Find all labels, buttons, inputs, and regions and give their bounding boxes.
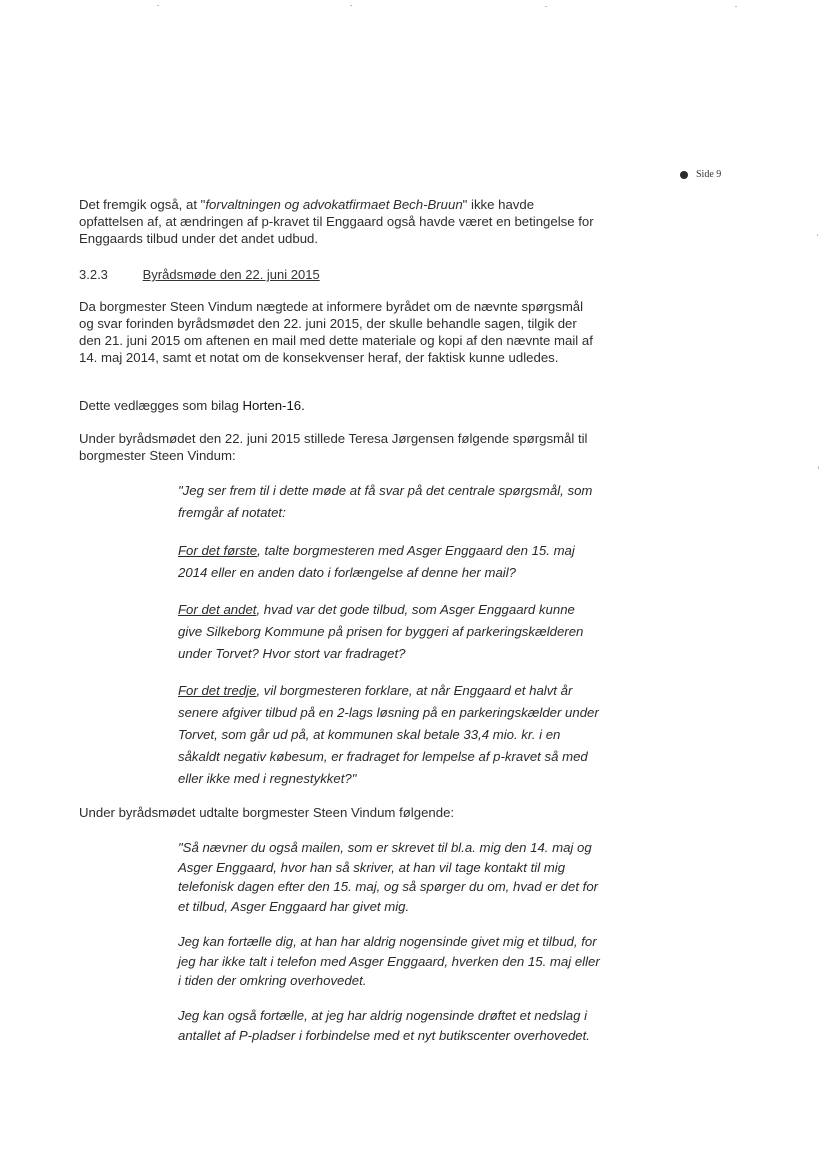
quote2-paragraph-2: Jeg kan fortælle dig, at han har aldrig nogensinde givet mig et tilbud, for jeg har ikke talt i telefon med Asger Enggaard, hverken den 15. maj eller i tiden der omkring overhovedet. xyxy=(178,934,600,988)
quote1-question-2 xyxy=(178,599,602,665)
scan-speck xyxy=(735,6,737,7)
quote1-question-1 xyxy=(178,540,602,584)
paragraph-borgmester-naegtede: Da borgmester Steen Vindum nægtede at informere byrådet om de nævnte spørgsmål og svar forinden byrådsmødet den 22. juni 2015, der skulle behandle sagen, tilgik der den 21. juni 2015 om aftenen en mail med dette materiale og kopi af den nævnte mail af 14. maj 2014, samt et notat om de konsekvenser heraf, der faktisk kunne udledes. xyxy=(79,299,593,365)
paragraph-forvaltning xyxy=(79,196,601,247)
paragraph-bilag xyxy=(79,397,601,414)
p1-text-post: " ikke havde opfattelsen af, at ændringen af p-kravet til Enggaard også havde været en betingelse for Enggaards tilbud under det andet udbud. xyxy=(79,197,594,246)
q2-label: For det andet xyxy=(178,602,257,617)
bullet-icon xyxy=(680,171,688,179)
section-heading xyxy=(79,266,320,283)
paragraph-udtalte: Under byrådsmødet udtalte borgmester Steen Vindum følgende: xyxy=(79,805,455,820)
scan-speck xyxy=(545,6,547,7)
q3-label: For det tredje xyxy=(178,683,257,698)
p1-text-pre: Det fremgik også, at " xyxy=(79,197,206,212)
q3-text: , vil borgmesteren forklare, at når Enggaard et halvt år senere afgiver tilbud på en 2-lags løsning på en parkeringskælder under Torvet, som går ud på, at kommunen skal betale 33,4 mio. kr. i en såkaldt negativ købesum, er fradraget for lempelse af p-kravet så med eller ikke med i regnestykket?" xyxy=(178,683,599,786)
q2-text: , hvad var det gode tilbud, som Asger Enggaard kunne give Silkeborg Kommune på prisen for byggeri af parkeringskælderen under Torvet? Hvor stort var fradraget? xyxy=(178,602,584,661)
scan-speck xyxy=(350,5,352,6)
section-title: Byrådsmøde den 22. juni 2015 xyxy=(142,267,320,282)
q1-text: , talte borgmesteren med Asger Enggaard den 15. maj 2014 eller en anden dato i forlængelse af denne her mail? xyxy=(178,543,575,580)
scan-speck xyxy=(157,5,159,6)
page-number-marker xyxy=(680,169,721,180)
quote1-question-3 xyxy=(178,680,602,790)
scan-speck xyxy=(818,466,819,469)
quote1-intro: "Jeg ser frem til i dette møde at få svar på det centrale spørgsmål, som fremgår af notatet: xyxy=(178,483,593,520)
bilag-reference: Horten-16. xyxy=(242,398,305,413)
p3-text: Dette vedlægges som bilag xyxy=(79,398,243,413)
page-number: Side 9 xyxy=(696,169,722,180)
quote2-paragraph-1: "Så nævner du også mailen, som er skrevet til bl.a. mig den 14. maj og Asger Enggaard, hvor han så skriver, at han vil tage kontakt til mig telefonisk dagen efter den 15. maj, og så spørger du om, hvad er det for et tilbud, Asger Enggaard har givet mig. xyxy=(178,840,599,914)
section-number: 3.2.3 xyxy=(79,267,108,282)
scan-speck xyxy=(817,234,818,236)
quote2-paragraph-3: Jeg kan også fortælle, at jeg har aldrig nogensinde drøftet et nedslag i antallet af P-pladser i forbindelse med et nyt butikscenter overhovedet. xyxy=(178,1008,590,1043)
p1-italic-quote: forvaltningen og advokatfirmaet Bech-Bruun xyxy=(205,197,463,212)
paragraph-byraadsmoede-spoergsmaal: Under byrådsmødet den 22. juni 2015 stillede Teresa Jørgensen følgende spørgsmål til borgmester Steen Vindum: xyxy=(79,431,588,463)
q1-label: For det første xyxy=(178,543,258,558)
